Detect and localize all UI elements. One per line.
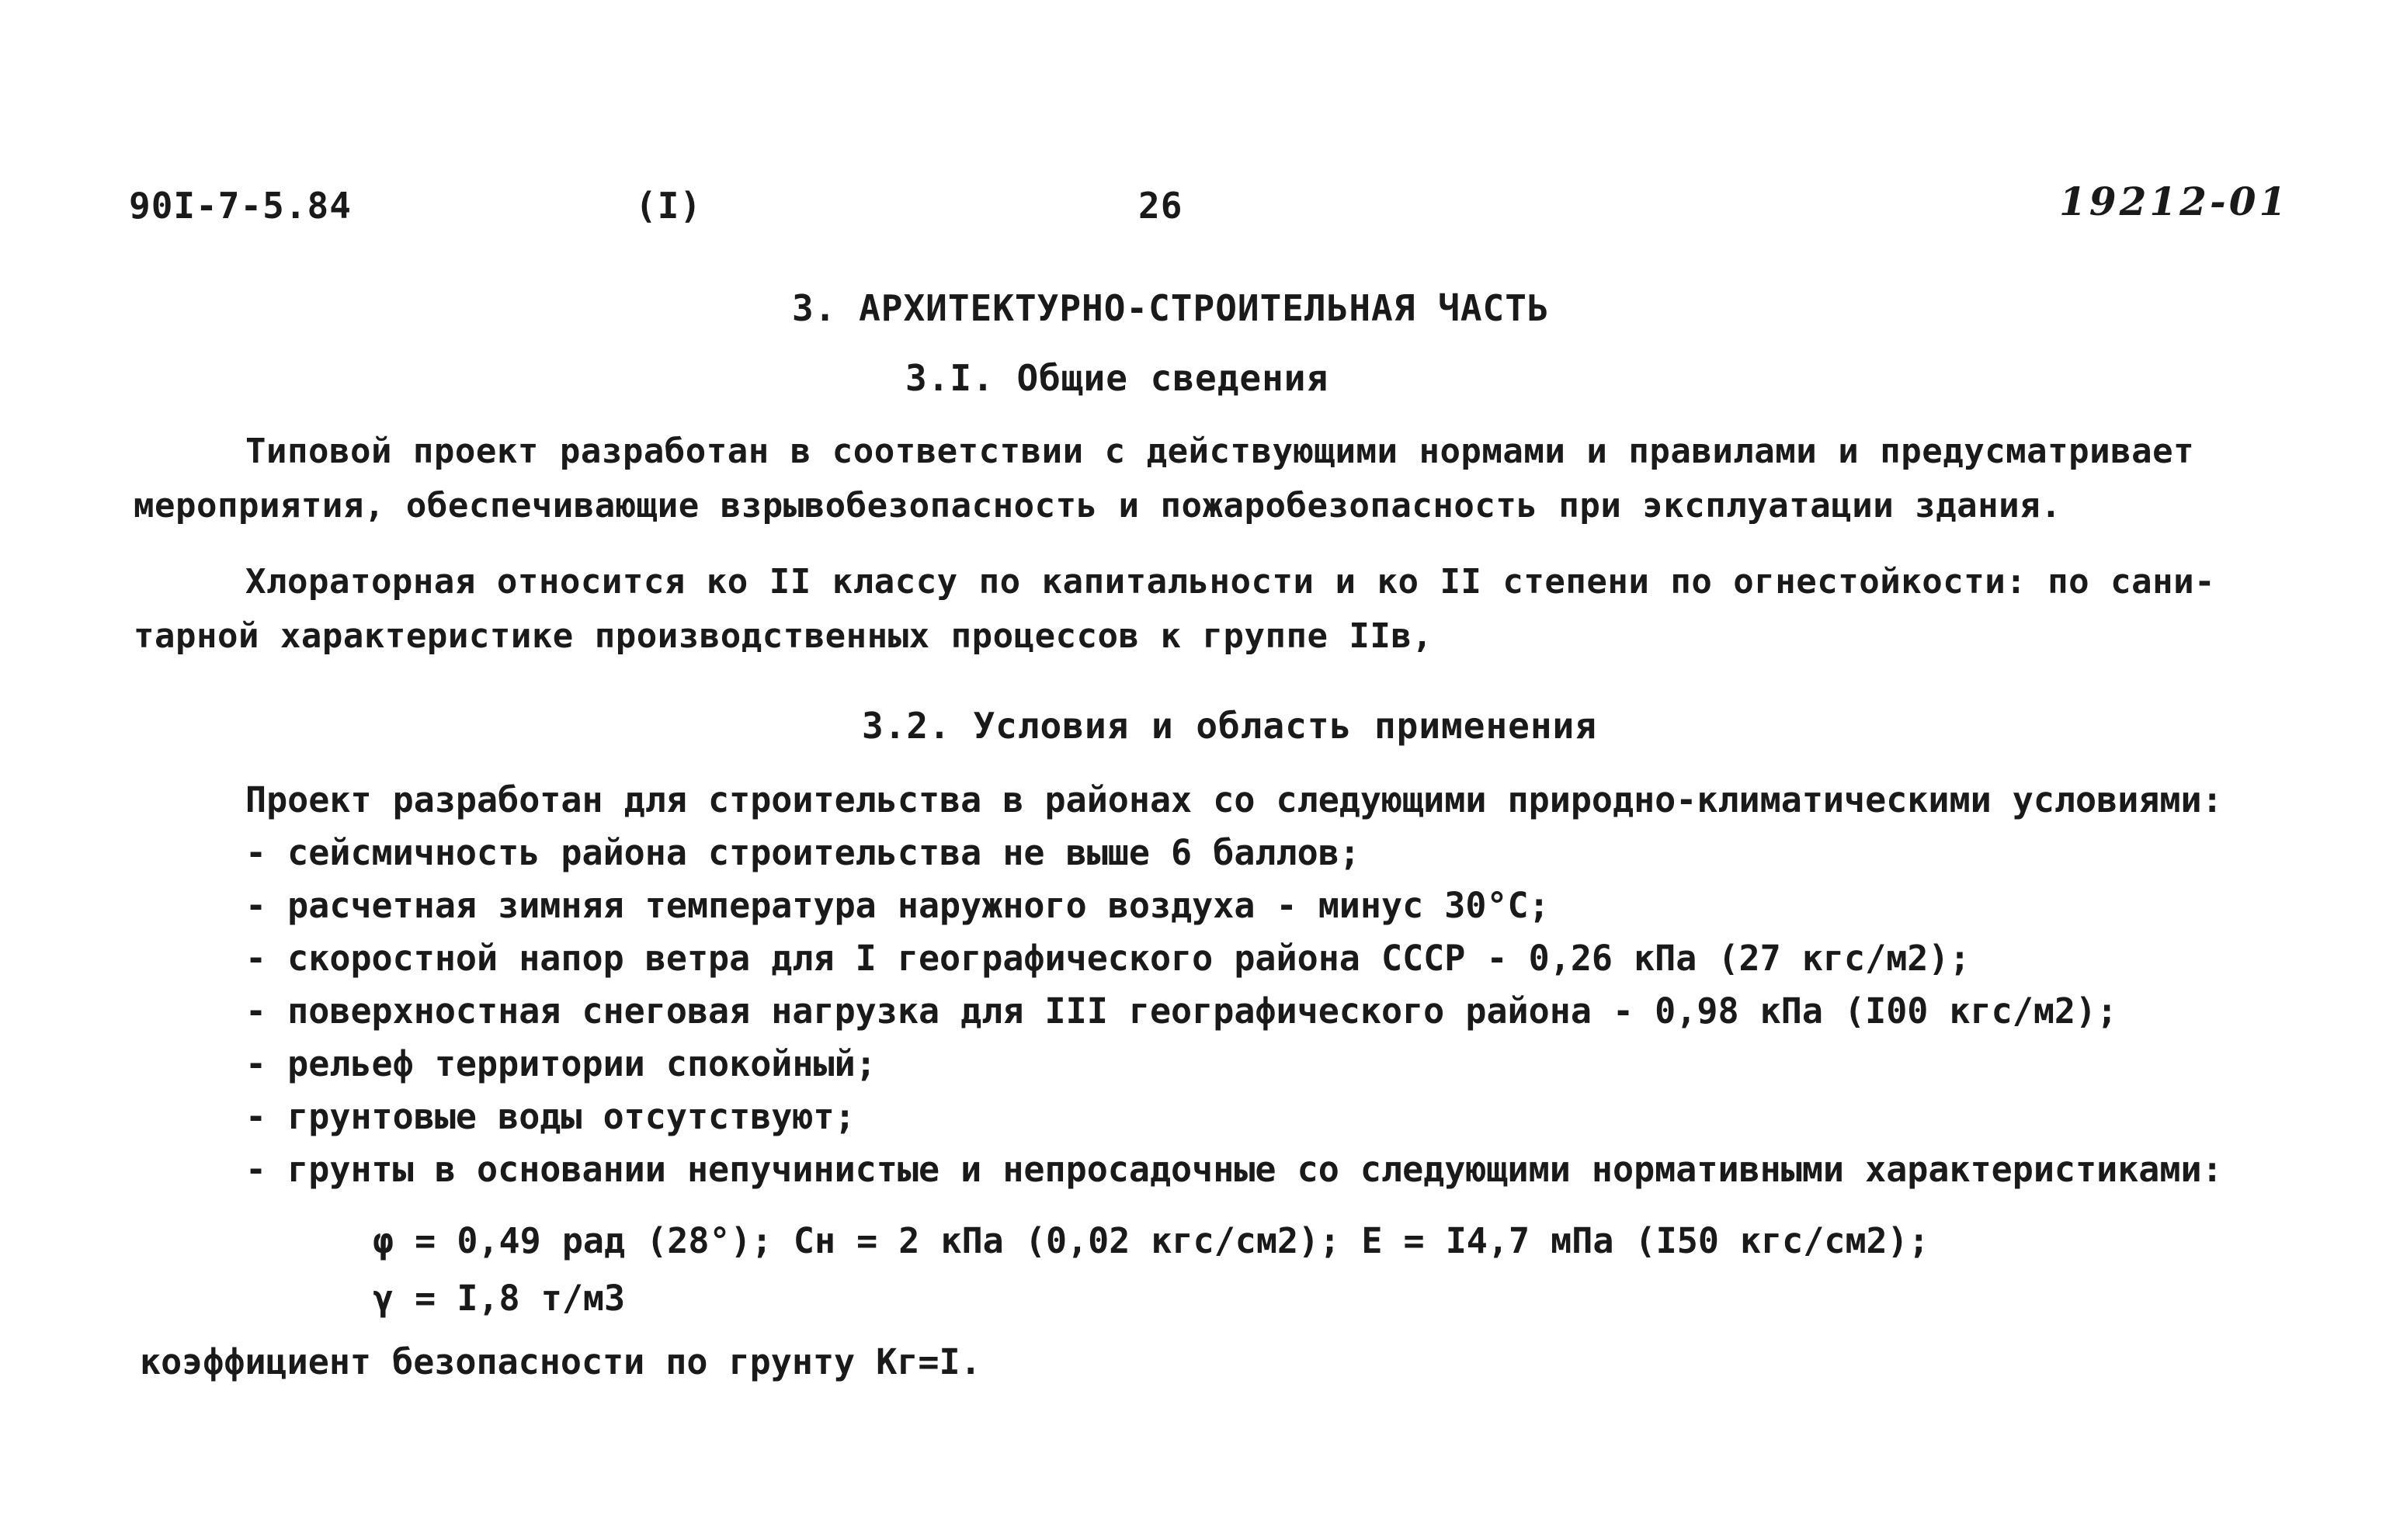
list-item: - сейсмичность района строительства не выше 6 баллов;: [245, 832, 1360, 873]
paragraph-line: Хлораторная относится ко II классу по капитальности и ко II степени по огнестойкости: по сани-: [245, 562, 2216, 602]
soil-density-line: γ = I,8 т/м3: [373, 1278, 626, 1319]
subsection-title-general: 3.I. Общие сведения: [905, 357, 1329, 399]
paragraph-line: тарной характеристике производственных процессов к группе IIв,: [134, 616, 1433, 656]
list-item: - скоростной напор ветра для I географического района СССР - 0,26 кПа (27 кгс/м2);: [245, 938, 1971, 979]
document-part: (I): [635, 185, 703, 227]
subsection-title-conditions: 3.2. Условия и область применения: [862, 705, 1597, 747]
safety-coefficient-line: коэффициент безопасности по грунту Кг=I.: [140, 1341, 981, 1382]
list-item: - расчетная зимняя температура наружного воздуха - минус 30°С;: [245, 885, 1550, 926]
conditions-intro: Проект разработан для строительства в районах со следующими природно-климатическими условиями:: [245, 779, 2223, 820]
list-item: - грунты в основании непучинистые и непросадочные со следующими нормативными характеристиками:: [245, 1149, 2223, 1190]
handwritten-archive-number: 19212-01: [2059, 179, 2290, 224]
paragraph-line: Типовой проект разработан в соответствии с действующими нормами и правилами и предусматривает: [245, 432, 2195, 471]
paragraph-line: мероприятия, обеспечивающие взрывобезопасность и пожаробезопасность при эксплуатации здания.: [134, 486, 2062, 525]
soil-formula-line: φ = 0,49 рад (28°); Cн = 2 кПа (0,02 кгс/см2); Е = I4,7 мПа (I50 кгс/см2);: [373, 1220, 1929, 1261]
section-title: 3. АРХИТЕКТУРНО-СТРОИТЕЛЬНАЯ ЧАСТЬ: [792, 287, 1550, 329]
list-item: - грунтовые воды отсутствуют;: [245, 1096, 856, 1137]
list-item: - рельеф территории спокойный;: [245, 1043, 877, 1084]
page-number: 26: [1138, 185, 1183, 227]
list-item: - поверхностная снеговая нагрузка для III географического района - 0,98 кПа (I00 кгс/м2);: [245, 990, 2118, 1032]
document-code: 90I-7-5.84: [129, 185, 352, 227]
